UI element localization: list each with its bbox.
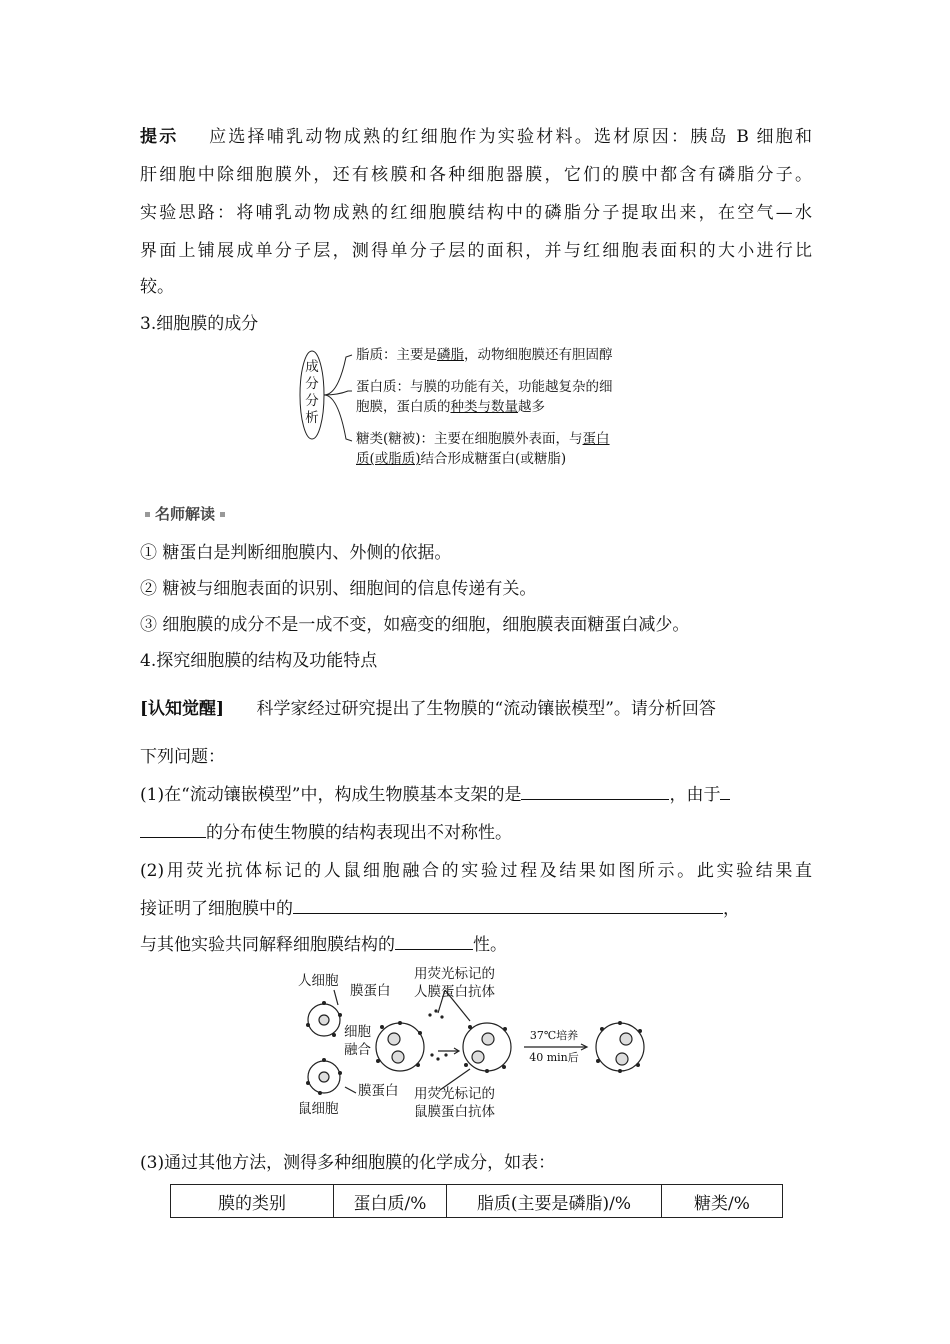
section4-title: 4.探究细胞膜的结构及功能特点 <box>140 651 378 671</box>
label-membrane-protein-top: 膜蛋白 <box>350 983 391 999</box>
label-mouse-cell: 鼠细胞 <box>298 1101 339 1117</box>
label-mouse-antibody <box>414 1085 495 1121</box>
label-human-antibody <box>414 965 495 1001</box>
hint-line-5: 较。 <box>140 277 174 297</box>
sugar-key-2: 质(或脂质) <box>356 451 421 467</box>
protein-text-1: 蛋白质：与膜的功能有关，功能越复杂的细 <box>356 379 613 395</box>
awareness-line <box>140 690 812 728</box>
protein-text-3: 越多 <box>518 399 545 415</box>
diagram-center-label <box>305 359 319 427</box>
awareness-label: [认知觉醒] <box>140 699 225 719</box>
q3-line: (3)通过其他方法，测得多种细胞膜的化学成分，如表： <box>140 1153 556 1173</box>
center-char: 析 <box>305 410 319 426</box>
q2-text-b: 接证明了细胞膜中的 <box>140 899 293 919</box>
square-icon <box>220 512 225 517</box>
q2-text-e: 性。 <box>473 935 507 955</box>
q1-line-2 <box>140 814 812 852</box>
q1-blank-2b[interactable] <box>140 819 206 838</box>
center-char: 分 <box>305 376 319 392</box>
q1-blank-2a[interactable] <box>720 781 730 800</box>
q2-blank-1[interactable] <box>293 895 723 914</box>
culture-line-1: 37℃培养 <box>529 1029 579 1042</box>
sugar-key-1: 蛋白 <box>582 431 610 447</box>
table-header-cell: 糖类/% <box>662 1185 783 1218</box>
table-header-cell: 脂质(主要是磷脂)/% <box>447 1185 662 1218</box>
mingshi-item-3: ③ 细胞膜的成分不是一成不变，如癌变的细胞，细胞膜表面糖蛋白减少。 <box>140 615 690 635</box>
q2-line-2 <box>140 890 812 928</box>
mingshi-item-1: ① 糖蛋白是判断细胞膜内、外侧的依据。 <box>140 543 452 563</box>
human-ab-line-2: 人膜蛋白抗体 <box>414 984 495 1000</box>
q1-text-c: 的分布使生物膜的结构表现出不对称性。 <box>206 823 512 843</box>
diagram-branch-protein <box>356 377 613 417</box>
sugar-text-1: 糖类(糖被)：主要在细胞膜外表面，与 <box>356 431 583 447</box>
label-culture <box>526 1025 582 1069</box>
cell-fusion-figure <box>290 965 660 1125</box>
diagram-branch-sugar <box>356 429 610 469</box>
protein-text-2: 胞膜，蛋白质的 <box>356 399 451 415</box>
label-fusion <box>344 1023 371 1059</box>
table-header-cell: 膜的类别 <box>171 1185 334 1218</box>
mingshi-title: 名师解读 <box>155 505 216 523</box>
section3-title: 3.细胞膜的成分 <box>140 314 259 334</box>
hint-line-1 <box>140 118 812 156</box>
q1-text-a: (1)在“流动镶嵌模型”中，构成生物膜基本支架的是 <box>140 785 522 805</box>
hint-line-4: 界面上铺展成单分子层，测得单分子层的面积，并与红细胞表面积的大小进行比 <box>140 241 812 261</box>
q2-line-1: (2)用荧光抗体标记的人鼠细胞融合的实验过程及结果如图所示。此实验结果直 <box>140 861 812 881</box>
hint-line-3: 实验思路：将哺乳动物成熟的红细胞膜结构中的磷脂分子提取出来，在空气—水 <box>140 203 812 223</box>
components-diagram <box>298 343 658 468</box>
q2-text-d: 与其他实验共同解释细胞膜结构的 <box>140 935 395 955</box>
label-membrane-protein-bottom: 膜蛋白 <box>358 1083 399 1099</box>
q1-blank-1[interactable] <box>521 781 669 800</box>
hint-text-1: 应选择哺乳动物成熟的红细胞作为实验材料。选材原因：胰岛 B 细胞和 <box>209 127 813 147</box>
q2-text-c: ， <box>723 899 740 919</box>
q2-blank-2[interactable] <box>395 931 473 950</box>
protein-key: 种类与数量 <box>450 399 518 415</box>
awareness-cont: 下列问题： <box>140 747 225 767</box>
membrane-composition-table <box>170 1184 783 1218</box>
diagram-branch-lipid <box>356 345 613 365</box>
lipid-text-2: ，动物细胞膜还有胆固醇 <box>464 347 613 363</box>
mingshi-header <box>140 503 230 524</box>
mouse-ab-line-1: 用荧光标记的 <box>414 1086 495 1102</box>
table-header-row <box>171 1185 783 1218</box>
q1-line-1 <box>140 776 812 814</box>
sugar-text-2: 结合形成糖蛋白(或糖脂) <box>420 451 567 467</box>
fusion-line-1: 细胞 <box>344 1024 371 1040</box>
culture-line-2: 40 min后 <box>529 1051 579 1064</box>
center-char: 成 <box>305 359 319 375</box>
awareness-text: 科学家经过研究提出了生物膜的“流动镶嵌模型”。请分析回答 <box>256 699 716 719</box>
square-icon <box>145 512 150 517</box>
hint-line-2: 肝细胞中除细胞膜外，还有核膜和各种细胞器膜，它们的膜中都含有磷脂分子。 <box>140 165 812 185</box>
q1-text-b: ，由于 <box>669 785 721 805</box>
q2-line-3 <box>140 926 812 964</box>
mouse-ab-line-2: 鼠膜蛋白抗体 <box>414 1104 495 1120</box>
fusion-line-2: 融合 <box>344 1042 371 1058</box>
label-human-cell: 人细胞 <box>298 973 339 989</box>
hint-label: 提示 <box>140 127 179 147</box>
lipid-key: 磷脂 <box>437 347 464 363</box>
mingshi-item-2: ② 糖被与细胞表面的识别、细胞间的信息传递有关。 <box>140 579 537 599</box>
human-ab-line-1: 用荧光标记的 <box>414 966 495 982</box>
table-header-cell: 蛋白质/% <box>334 1185 447 1218</box>
lipid-text: 脂质：主要是 <box>356 347 437 363</box>
center-char: 分 <box>305 393 319 409</box>
